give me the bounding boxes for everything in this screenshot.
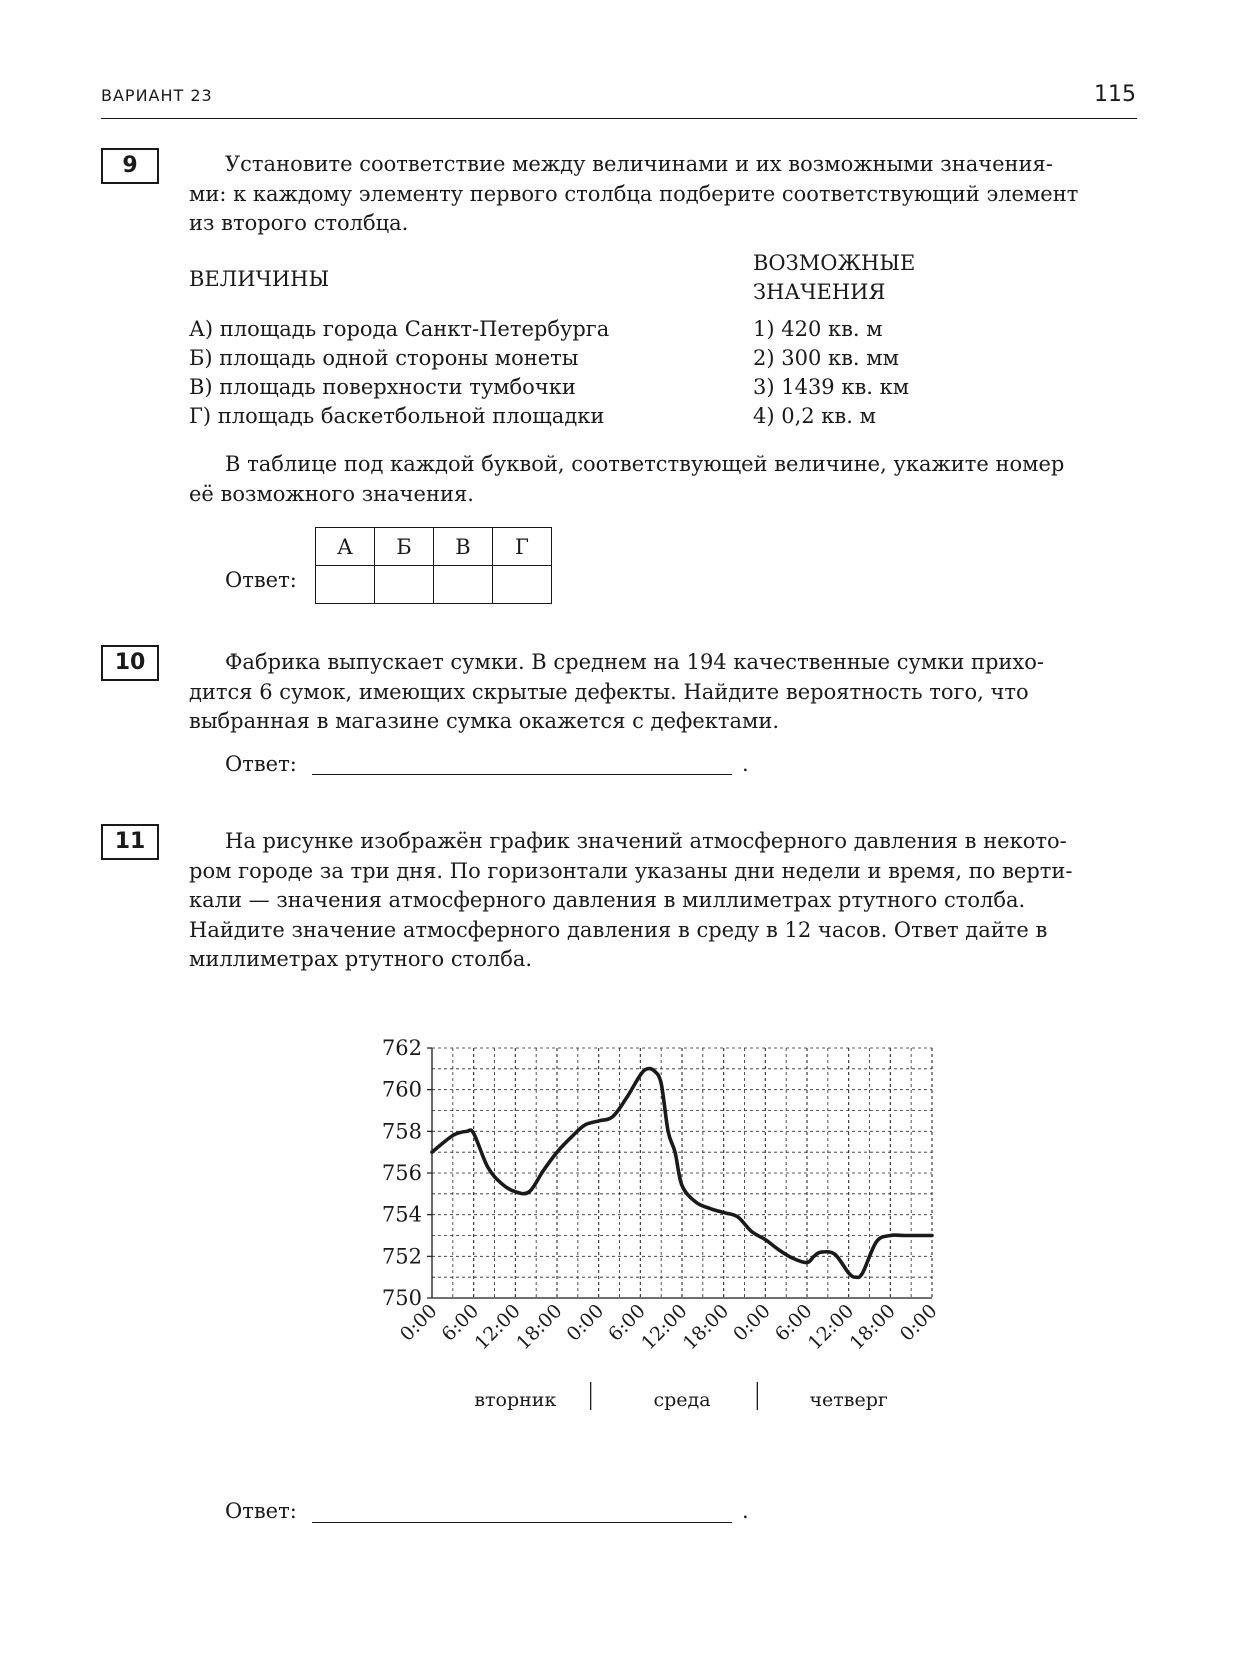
running-header-variant: ВАРИАНТ 23 [101,86,213,105]
q9-answer-cell-v[interactable] [434,566,493,604]
q11-text-line1: На рисунке изображён график значений атмосферного давления в некото- [225,829,1067,853]
x-tick-label: 0:00 [562,1299,609,1346]
q11-answer-label: Ответ: [225,1499,297,1523]
y-tick-label: 756 [381,1161,422,1185]
question-10-text [189,648,1137,737]
q9-answer-table [315,527,552,604]
q11-text-line5: миллиметрах ртутного столба. [189,947,533,971]
q9-table-letter-a: А [316,528,375,566]
x-tick-label: 6:00 [770,1299,817,1346]
q9-left-item-v: В) площадь поверхности тумбочки [189,375,576,399]
q9-answer-label: Ответ: [225,568,297,592]
question-11-text [189,827,1137,975]
q11-text-line4: Найдите значение атмосферного давления в среду в 12 часов. Ответ дайте в [189,917,1048,942]
x-tick-label: 12:00 [803,1299,859,1355]
day-label: четверг [809,1389,888,1410]
chart-grid [432,1048,932,1298]
q9-instruction [189,450,1137,509]
x-tick-label: 18:00 [845,1299,900,1355]
q9-right-item-2: 2) 300 кв. мм [753,346,899,370]
y-tick-label: 752 [381,1244,422,1269]
q9-left-item-g: Г) площадь баскетбольной площадки [189,404,605,428]
x-tick-label: 6:00 [604,1299,650,1346]
page-number: 115 [1094,82,1136,107]
q9-right-item-1: 1) 420 кв. м [753,317,883,341]
x-tick-label: 12:00 [637,1299,692,1355]
x-tick-label: 18:00 [678,1299,734,1355]
q9-right-header-line2: ЗНАЧЕНИЯ [753,280,886,304]
q11-text-line3: кали — значения атмосферного давления в миллиметрах ртутного столба. [189,888,1026,912]
q11-answer-period: . [742,1499,749,1523]
q9-left-item-a: А) площадь города Санкт-Петербурга [189,317,610,341]
x-tick-label: 0:00 [895,1299,942,1346]
q9-left-item-b: Б) площадь одной стороны монеты [189,346,579,370]
q9-table-letter-b: Б [375,528,434,566]
q9-answer-cell-a[interactable] [316,566,375,604]
chart-day-labels [474,1382,888,1410]
x-tick-label: 0:00 [729,1299,775,1346]
q9-answer-cell-b[interactable] [375,566,434,604]
q11-answer-field[interactable] [312,1498,732,1523]
day-label: вторник [474,1389,557,1410]
q9-instruction-line2: её возможного значения. [189,481,474,506]
y-tick-label: 760 [381,1077,422,1102]
day-label: среда [653,1389,711,1410]
x-tick-label: 0:00 [395,1299,442,1346]
x-tick-label: 18:00 [512,1299,567,1355]
q9-answer-cell-g[interactable] [493,566,552,604]
q9-right-item-3: 3) 1439 кв. км [753,375,910,399]
x-tick-label: 6:00 [437,1299,484,1346]
y-tick-label: 758 [381,1119,422,1144]
question-10-number: 10 [101,645,159,681]
question-11-number: 11 [101,824,159,860]
q10-text-line3: выбранная в магазине сумка окажется с дефектами. [189,709,780,733]
q9-table-letter-g: Г [493,528,552,566]
q10-text-line2: дится 6 сумок, имеющих скрытые дефекты. Найдите вероятность того, что [189,679,1029,704]
question-9-text [189,150,1137,239]
q11-text-line2: ром городе за три дня. По горизонтали указаны дни недели и время, по верти- [189,858,1073,883]
q9-instruction-line1: В таблице под каждой буквой, соответствующей величине, укажите номер [225,452,1065,476]
q9-text-line2: ми: к каждому элементу первого столбца подберите соответствующий элемент [189,181,1079,206]
q9-right-item-4: 4) 0,2 кв. м [753,404,876,428]
q9-text-line1: Установите соответствие между величинами и их возможными значения- [225,152,1053,176]
q9-text-line3: из второго столбца. [189,211,409,235]
q10-answer-period: . [742,752,749,776]
q9-right-header-line1: ВОЗМОЖНЫЕ [753,251,916,275]
x-tick-label: 12:00 [470,1299,525,1355]
chart-y-tick-labels [382,1036,432,1310]
q9-table-letter-v: В [434,528,493,566]
q9-right-header [753,249,915,307]
y-tick-label: 754 [381,1202,422,1227]
y-tick-label: 762 [381,1036,422,1060]
q10-answer-label: Ответ: [225,752,297,776]
chart-x-tick-labels [396,1300,942,1354]
q10-answer-field[interactable] [312,750,732,775]
header-divider [101,118,1137,119]
q10-text-line1: Фабрика выпускает сумки. В среднем на 194 качественные сумки прихо- [225,650,1045,674]
y-tick-label: 750 [381,1286,422,1310]
q9-left-header: ВЕЛИЧИНЫ [189,267,330,291]
pressure-chart [360,1030,960,1410]
question-9-number: 9 [101,148,159,184]
